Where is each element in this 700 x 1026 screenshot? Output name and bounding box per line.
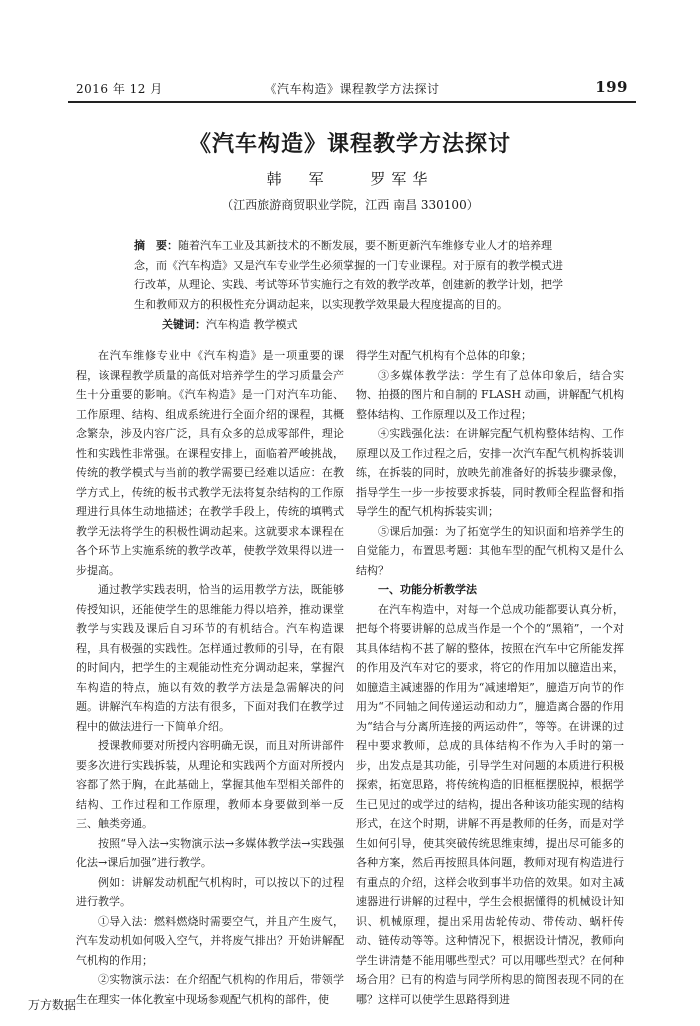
paragraph: 按照“导入法→实物演示法→多媒体教学法→实践强化法→课后加强”进行教学。 [76, 836, 344, 869]
authors [0, 168, 700, 189]
paragraph: ⑤课后加强：为了拓宽学生的知识面和培养学生的自觉能力，布置思考题：其他车型的配气机构又是什么结构？ [356, 524, 624, 577]
header-date: 2016 年 12 月 [76, 82, 163, 96]
abstract-text: 随着汽车工业及其新技术的不断发展，要不断更新汽车维修专业人才的培养理念，而《汽车构造》又是汽车专业学生必须掌握的一门专业课程。对于原有的教学模式进行改革，从理论、实践、考试等环节实施行之有效的教学改革，创建新的教学计划，把学生和教师双方的积极性充分调动起来，以实现教学效果最大程度提高的目的。 [134, 239, 563, 311]
keywords [162, 316, 298, 332]
paragraph: 在汽车维修专业中《汽车构造》是一项重要的课程，该课程教学质量的高低对培养学生的学习质量会产生十分重要的影响。《汽车构造》是一门对汽车功能、工作原理、结构、组成系统进行全面介绍的课程，其概念繁杂，涉及内容广泛，具有众多的总成零部件，理论性和实践性非常强。在课程安排上，面临着严峻挑战，传统的教学模式与当前的教学需要已经难以适应：在教学方式上，传统的板书式教学无法将复杂结构的工作原理进行具体生动地描述；在教学手段上，传统的填鸭式教学无法将学生的积极性调动起来。这就要求本课程在各个环节上实施系统的教学改革，使教学效果得以进一步提高。 [76, 349, 344, 577]
affiliation: （江西旅游商贸职业学院，江西 南昌 330100） [221, 198, 479, 212]
paragraph: ②实物演示法：在介绍配气机构的作用后，带领学生在理实一体化教室中现场参观配气机构的部件，使 [76, 973, 344, 1006]
right-column [356, 346, 624, 1009]
article-title: 《汽车构造》课程教学方法探讨 [188, 132, 511, 157]
paragraph: ③多媒体教学法：学生有了总体印象后，结合实物、拍摄的图片和自制的 FLASH 动画，讲解配气机构整体结构、工作原理以及工作过程； [356, 368, 624, 421]
paragraph: 得学生对配气机构有个总体的印象； [356, 349, 532, 362]
watermark: 万方数据 [28, 998, 77, 1012]
paragraph: 授课教师要对所授内容明确无误，而且对所讲部件要多次进行实践拆装，从理论和实践两个方面对所授内容都了然于胸，在此基础上，掌握其他车型相关部件的结构、工作过程和工作原理，教师本身要做到举一反三、触类旁通。 [76, 739, 344, 830]
keywords-text: 汽车构造 教学模式 [206, 318, 298, 331]
left-column [76, 346, 344, 1009]
abstract [134, 236, 568, 314]
section-heading: 一、功能分析教学法 [378, 583, 477, 596]
paragraph: ④实践强化法：在讲解完配气机构整体结构、工作原理以及工作过程之后，安排一次汽车配气机构拆装训练，在拆装的同时，放映先前准备好的拆装步骤录像，指导学生一步一步按要求拆装，同时教师全程监督和指导学生的配气机构拆装实训； [356, 427, 624, 518]
author-1: 韩 军 [266, 170, 330, 188]
running-header [68, 80, 636, 102]
paragraph: 例如：讲解发动机配气机构时，可以按以下的过程进行教学。 [76, 875, 344, 908]
abstract-label: 摘 要： [134, 239, 178, 252]
paragraph: 通过教学实践表明，恰当的运用教学方法，既能够传授知识，还能使学生的思维能力得以培养，推动课堂教学与实践及课后自习环节的有机结合。汽车构造课程，具有极强的实践性。怎样通过教师的引导，在有限的时间内，把学生的主观能动性充分调动起来，掌握汽车构造的特点，施以有效的教学方法是急需解决的问题。讲解汽车构造的方法有很多，下面对我们在教学过程中的做法进行一下简单介绍。 [76, 583, 344, 733]
page-number: 199 [595, 78, 628, 96]
paragraph: 在汽车构造中，对每一个总成功能都要认真分析，把每个将要讲解的总成当作是一个个的“黑箱”，一个对其具体结构不甚了解的整体，按照在汽车中它所能发挥的作用及汽车对它的要求，将它的作用加以臆造出来，如臆造主减速器的作用为“减速增矩”，臆造万向节的作用为“不同轴之间传递运动和动力”，臆造离合器的作用为“结合与分离所连接的两运动件”，等等。在讲课的过程中要求教师，总成的具体结构不作为入手时的第一步，出发点是其功能，引导学生对问题的本质进行积极探索，拓宽思路，将传统构造的旧框框摆脱掉，根据学生已见过的或学过的结构，提出各种该功能实现的结构形式，在这个时期，讲解不再是教师的任务，而是对学生如何引导，使其突破传统思维束缚，提出尽可能多的各种方案，然后再按照具体问题，教师对现有构造进行有重点的介绍，这样会收到事半功倍的效果。如对主减速器进行讲解的过程中，学生会根据懂得的机械设计知识、机械原理，提出采用齿轮传动、带传动、蜗杆传动、链传动等等。这种情况下，根据设计情况，教师向学生讲清楚不能用哪些型式？可以用哪些型式？在何种场合用？已有的构造与同学所构思的简图表现不同的在哪？这样可以使学生思路得到进 [356, 602, 624, 1006]
header-running-title: 《汽车构造》课程教学方法探讨 [264, 82, 440, 96]
paragraph: ①导入法：燃料燃烧时需要空气，并且产生废气，汽车发动机如何吸入空气，并将废气排出？开始讲解配气机构的作用； [76, 914, 344, 967]
header-rule [68, 101, 636, 103]
author-2: 罗军华 [370, 170, 434, 188]
keywords-label: 关键词： [162, 318, 206, 331]
